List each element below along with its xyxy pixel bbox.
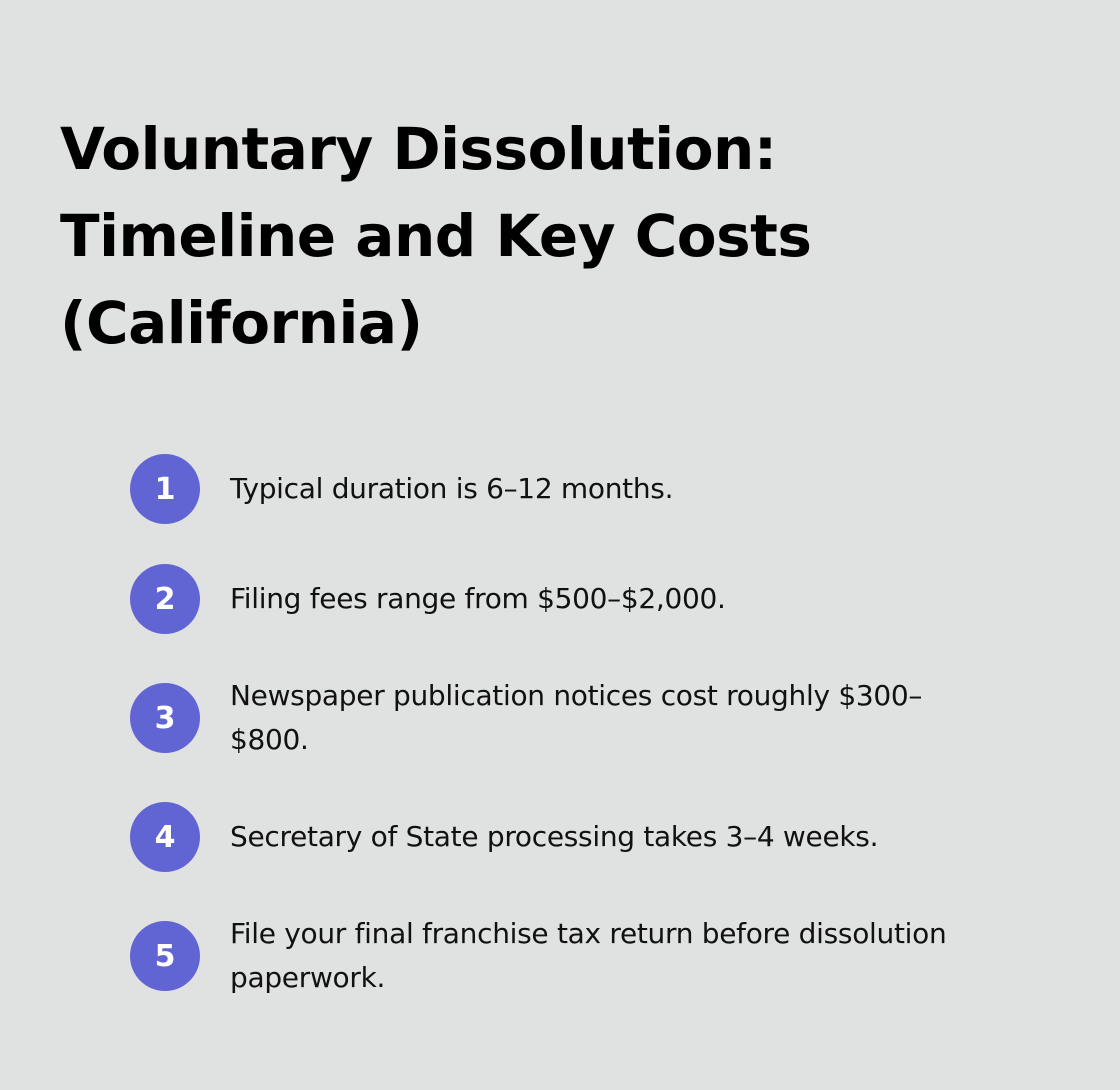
- step-number-badge: 5: [130, 921, 200, 991]
- step-number-badge: 2: [130, 564, 200, 634]
- step-text-line: $800.: [230, 723, 309, 756]
- list-item-step-2: [130, 564, 1030, 634]
- title-line-2: Timeline and Key Costs: [60, 202, 812, 270]
- step-text-line: Typical duration is 6–12 months.: [230, 472, 674, 505]
- step-number-badge: 3: [130, 683, 200, 753]
- list-item-step-1: [130, 454, 1030, 524]
- title-line-1: Voluntary Dissolution:: [60, 115, 777, 183]
- step-text-line: Secretary of State processing takes 3–4 weeks.: [230, 820, 879, 853]
- step-text-line: File your final franchise tax return before dissolution: [230, 917, 947, 950]
- list-item-step-3: [130, 674, 1030, 762]
- list-item-step-5: [130, 912, 1030, 1000]
- step-text: [230, 674, 1020, 762]
- title-line-3: (California): [60, 289, 423, 357]
- list-item-step-4: [130, 802, 1030, 872]
- step-number-badge: 4: [130, 802, 200, 872]
- step-text: [230, 467, 1020, 511]
- step-text: [230, 912, 1020, 1000]
- step-text-line: Newspaper publication notices cost roughly $300–: [230, 679, 923, 712]
- step-text: [230, 815, 1020, 859]
- step-text: [230, 577, 1020, 621]
- step-text-line: paperwork.: [230, 961, 386, 994]
- step-number-badge: 1: [130, 454, 200, 524]
- step-text-line: Filing fees range from $500–$2,000.: [230, 582, 726, 615]
